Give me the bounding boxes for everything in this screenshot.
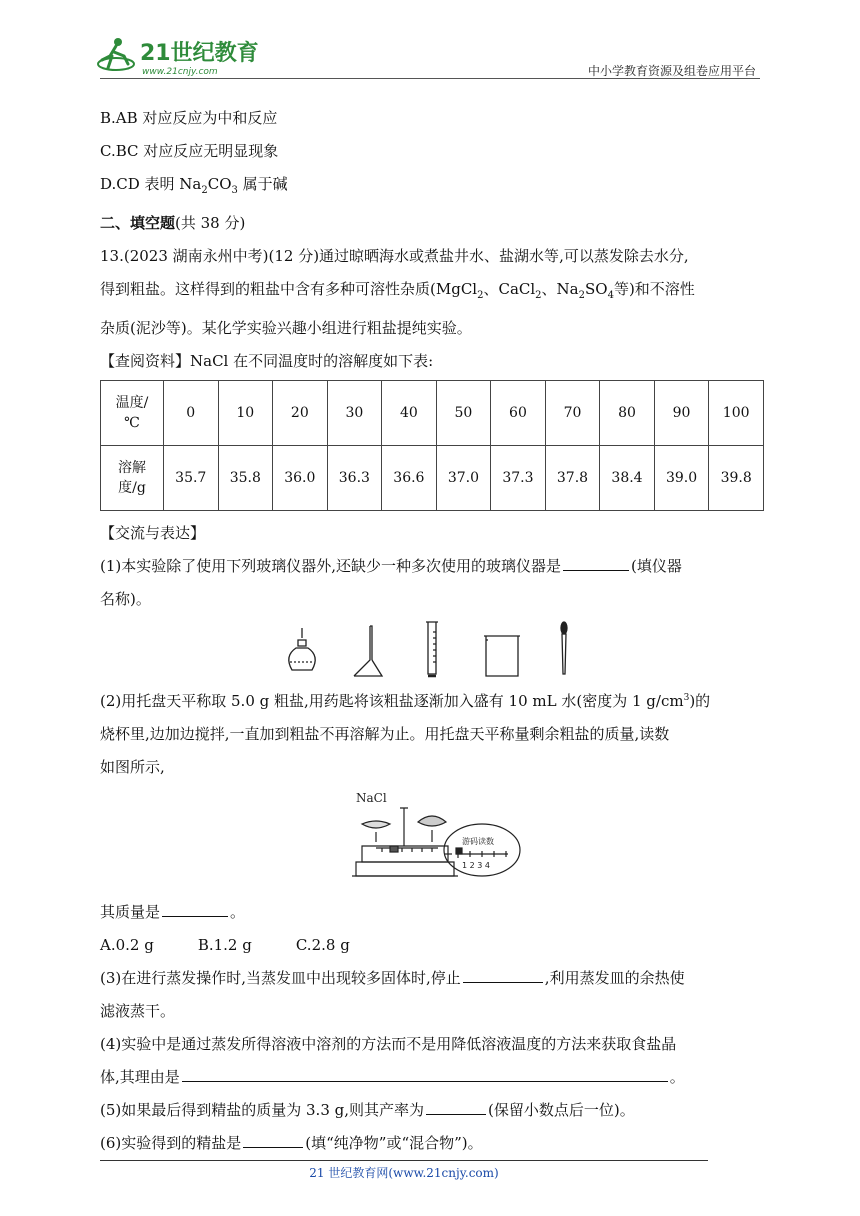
table-cell: 20 (273, 381, 328, 446)
table-cell: 100 (709, 381, 764, 446)
balance-nacl-label: NaCl (356, 791, 387, 805)
section-title: 二、填空题(共 38 分) (100, 214, 246, 232)
table-cell: 35.8 (218, 446, 273, 511)
table-cell: 38.4 (600, 446, 655, 511)
balance-inset-ticks: 1 2 3 4 (462, 861, 490, 870)
balance-inset-title: 游码读数 (462, 837, 494, 846)
table-cell: 39.0 (654, 446, 709, 511)
q13-intro-2: 得到粗盐。这样得到的粗盐中含有多种可溶性杂质(MgCl$_2$、CaCl$_2$、$Na_2SO_4$等)和不溶性 (100, 280, 695, 301)
q13-intro-1: 13.(2023 湖南永州中考)(12 分)通过晾晒海水或煮盐井水、盐湖水等,可以蒸发除去水分, (100, 247, 689, 265)
graduated-cylinder-icon (426, 622, 438, 676)
table-cell: 50 (436, 381, 491, 446)
logo-url: www.21cnjy.com (142, 67, 218, 77)
answer-blank-6[interactable] (243, 1129, 303, 1148)
table-cell: 36.3 (327, 446, 382, 511)
q5-line: (5)如果最后得到精盐的质量为 3.3 g,则其产率为 (保留小数点后一位)。 (100, 1094, 762, 1127)
answer-blank-5[interactable] (426, 1096, 486, 1115)
table-row-solubility (101, 446, 764, 511)
solubility-table (100, 380, 764, 511)
table-cell: 37.3 (491, 446, 546, 511)
choice-b: B.1.2 g (197, 936, 252, 954)
q2-choices (100, 929, 762, 962)
choice-a: A.0.2 g (100, 936, 154, 954)
answer-blank-4[interactable] (182, 1063, 668, 1082)
answer-blank-2[interactable] (162, 898, 228, 917)
answer-blank-3[interactable] (463, 964, 543, 983)
lookup-heading: 【查阅资料】NaCl 在不同温度时的溶解度如下表: (100, 352, 434, 370)
table-row-temperature (101, 381, 764, 446)
table-cell: 70 (545, 381, 600, 446)
q6-line: (6)实验得到的精盐是 (填“纯净物”或“混合物”)。 (100, 1127, 762, 1160)
table-cell: 36.6 (382, 446, 437, 511)
q2-line-3: 如图所示, (100, 758, 165, 776)
header-divider (100, 78, 760, 79)
logo-21-century-icon (96, 34, 266, 78)
q3-line-2: 滤液蒸干。 (100, 1002, 176, 1020)
q2-answer-line: 其质量是 。 (100, 896, 762, 929)
option-d: D.CD 表明 $Na_2CO_3$ 属于碱 (100, 175, 288, 196)
exchange-heading: 【交流与表达】 (100, 524, 206, 542)
table-cell: 90 (654, 381, 709, 446)
table-cell: 36.0 (273, 446, 328, 511)
q1-line-1: (1)本实验除了使用下列玻璃仪器外,还缺少一种多次使用的玻璃仪器是 (填仪器 (100, 550, 762, 583)
footer-divider (100, 1160, 708, 1161)
table-cell: 80 (600, 381, 655, 446)
option-b: B.AB 对应反应为中和反应 (100, 109, 278, 127)
footer-link[interactable]: 21 世纪教育网(www.21cnjy.com) (309, 1166, 499, 1180)
balance-figure (100, 784, 762, 896)
glassware-figure (100, 620, 762, 680)
glassware-icons (100, 620, 762, 680)
table-cell: 39.8 (709, 446, 764, 511)
q2-line-2: 烧杯里,边加边搅拌,一直加到粗盐不再溶解为止。用托盘天平称量剩余粗盐的质量,读数 (100, 725, 670, 743)
option-c: C.BC 对应反应无明显现象 (100, 142, 279, 160)
table-cell: 37.0 (436, 446, 491, 511)
q4-line-1: (4)实验中是通过蒸发所得溶液中溶剂的方法而不是用降低溶液温度的方法来获取食盐晶 (100, 1035, 677, 1053)
funnel-icon (354, 626, 382, 676)
table-cell: 0 (164, 381, 219, 446)
header-platform-text: 中小学教育资源及组卷应用平台 (587, 64, 756, 78)
answer-blank-1[interactable] (563, 552, 629, 571)
table-cell: 40 (382, 381, 437, 446)
page-content (100, 102, 762, 1160)
table-cell: 60 (491, 381, 546, 446)
balance-scale-icon (100, 784, 762, 896)
table-cell: 35.7 (164, 446, 219, 511)
q4-line-2: 体,其理由是 。 (100, 1061, 762, 1094)
logo-title: 21世纪教育 (140, 41, 259, 66)
table-cell: 37.8 (545, 446, 600, 511)
page-header (0, 0, 860, 90)
q2-line-1: (2)用托盘天平称取 5.0 g 粗盐,用药匙将该粗盐逐渐加入盛有 10 mL 水(密度为 1 $g/cm^3$)的 (100, 692, 711, 710)
q1-line-2: 名称)。 (100, 590, 151, 608)
table-head-solubility: 溶解 度/g (101, 446, 164, 511)
table-head-temperature: 温度/ ℃ (101, 381, 164, 446)
alcohol-lamp-icon (289, 628, 315, 670)
table-cell: 30 (327, 381, 382, 446)
dropper-icon (561, 622, 567, 674)
table-cell: 10 (218, 381, 273, 446)
choice-c: C.2.8 g (295, 936, 350, 954)
q13-intro-3: 杂质(泥沙等)。某化学实验兴趣小组进行粗盐提纯实验。 (100, 319, 472, 337)
beaker-icon (484, 636, 520, 676)
q3-line-1: (3)在进行蒸发操作时,当蒸发皿中出现较多固体时,停止 ,利用蒸发皿的余热使 (100, 962, 762, 995)
